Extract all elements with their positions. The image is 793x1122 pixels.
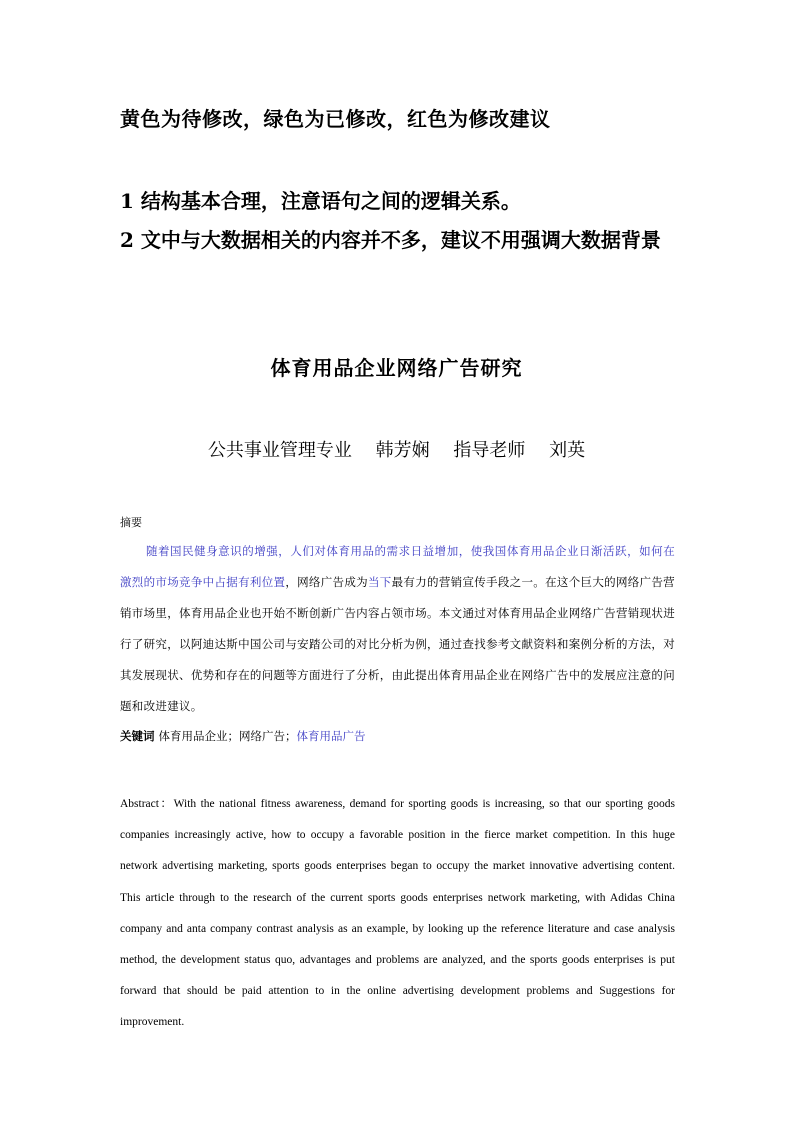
author-major: 公共事业管理专业 bbox=[207, 440, 352, 461]
advisor-label: 指导老师 bbox=[453, 440, 526, 461]
abstract-highlight-2: 当下 bbox=[367, 575, 392, 589]
abstract-highlight-1: 随着国民健身意识的增强，人们对体育用品的需求日益增加，使我国体育用品企业日渐活跃，如何在激烈的市场竞争中占据有利位置 bbox=[120, 544, 675, 589]
review-comment-1: 1 结构基本合理，注意语句之间的逻辑关系。 bbox=[120, 189, 521, 213]
abstract-english: Abstract：With the national fitness awareness, demand for sporting goods is increasing, so that our sporting goods companies increasingly active, how to occupy a favorable position in the fierce market competition. In this huge network advertising marketing, sports goods enterprises began to occupy the market innovative advertising content. This article through to the research of the current sports goods enterprises network marketing, with Adidas China company and anta company contrast analysis as an example, by looking up the reference literature and case analysis method, the development status quo, advantages and problems are analyzed, and the sports goods enterprises is put forward that should be paid attention to in the online advertising development problems and Suggestions for improvement. bbox=[120, 798, 675, 1029]
abstract-text-1: ，网络广告成为 bbox=[285, 575, 368, 589]
review-comment-2: 2 文中与大数据相关的内容并不多，建议不用强调大数据背景 bbox=[120, 228, 661, 252]
paper-title: 体育用品企业网络广告研究 bbox=[270, 356, 523, 380]
abstract-text-2: 最有力的营销宣传手段之一。在这个巨大的网络广告营销市场里，体育用品企业也开始不断创新广告内容占领市场。本文通过对体育用品企业网络广告营销现状进行了研究，以阿迪达斯中国公司与安踏公司的对比分析为例，通过查找参考文献资料和案例分析的方法，对其发展现状、优势和存在的问题等方面进行了分析，由此提出体育用品企业在网络广告中的发展应注意的问题和改进建议。 bbox=[120, 575, 675, 713]
keywords-text: 体育用品企业；网络广告； bbox=[158, 729, 297, 743]
review-color-legend: 黄色为待修改，绿色为已修改，红色为修改建议 bbox=[120, 107, 551, 131]
author-line bbox=[0, 436, 793, 462]
keywords-highlight: 体育用品广告 bbox=[296, 729, 366, 743]
keywords-label: 关键词 bbox=[120, 729, 155, 743]
advisor-name: 刘英 bbox=[549, 440, 586, 461]
abstract-heading: 摘要 bbox=[120, 516, 142, 529]
abstract-chinese bbox=[120, 536, 675, 722]
keywords-line bbox=[120, 728, 366, 744]
author-name: 韩芳娴 bbox=[375, 440, 430, 461]
